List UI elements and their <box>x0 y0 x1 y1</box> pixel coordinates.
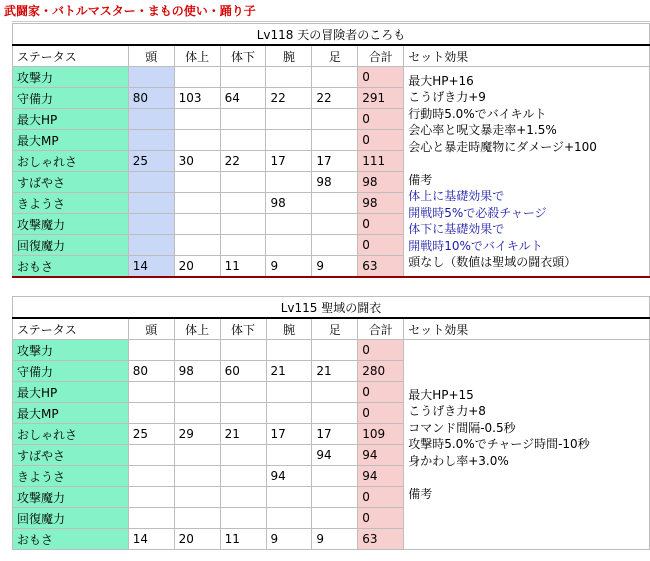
value-cell-body-lower <box>220 172 266 193</box>
value-cell-arm <box>266 403 312 424</box>
stat-name-cell: 回復魔力 <box>13 235 129 256</box>
value-cell-body-upper <box>174 487 220 508</box>
value-cell-head <box>128 403 174 424</box>
value-cell-body-lower: 60 <box>220 361 266 382</box>
value-cell-foot <box>312 214 358 235</box>
value-cell-arm: 21 <box>266 361 312 382</box>
value-cell-body-upper <box>174 340 220 361</box>
effect-line: 攻撃時5.0%でチャージ時間-10秒 <box>408 437 590 452</box>
value-cell-arm <box>266 109 312 130</box>
value-cell-body-lower <box>220 403 266 424</box>
value-cell-foot <box>312 109 358 130</box>
value-cell-arm: 17 <box>266 151 312 172</box>
effect-line: 会心と暴走時魔物にダメージ+100 <box>408 139 597 154</box>
value-cell-body-upper <box>174 403 220 424</box>
value-cell-arm: 9 <box>266 529 312 550</box>
value-cell-arm: 17 <box>266 424 312 445</box>
total-cell: 0 <box>358 382 404 403</box>
value-cell-head: 25 <box>128 151 174 172</box>
total-cell: 0 <box>358 403 404 424</box>
value-cell-foot: 9 <box>312 256 358 278</box>
value-cell-foot <box>312 340 358 361</box>
stat-name-cell: 最大MP <box>13 403 129 424</box>
value-cell-body-lower: 21 <box>220 424 266 445</box>
value-cell-body-upper <box>174 466 220 487</box>
column-header: ステータス <box>13 45 129 67</box>
value-cell-body-lower <box>220 67 266 88</box>
total-cell: 109 <box>358 424 404 445</box>
column-header: 腕 <box>266 45 312 67</box>
set-effect-cell <box>404 67 650 278</box>
value-cell-foot <box>312 487 358 508</box>
effect-line: 身かわし率+3.0% <box>408 453 509 468</box>
effect-line: 会心率と呪文暴走率+1.5% <box>408 123 557 137</box>
stat-name-cell: おしゃれさ <box>13 424 129 445</box>
value-cell-head <box>128 235 174 256</box>
effect-line: こうげき力+9 <box>408 90 486 104</box>
value-cell-body-upper: 20 <box>174 529 220 550</box>
value-cell-body-upper <box>174 382 220 403</box>
column-header: 足 <box>312 318 358 340</box>
stat-name-cell: おしゃれさ <box>13 151 129 172</box>
total-cell: 0 <box>358 487 404 508</box>
stat-name-cell: すばやさ <box>13 172 129 193</box>
value-cell-arm <box>266 130 312 151</box>
value-cell-body-lower: 64 <box>220 88 266 109</box>
stat-name-cell: 攻撃魔力 <box>13 214 129 235</box>
value-cell-body-lower <box>220 508 266 529</box>
value-cell-foot: 94 <box>312 445 358 466</box>
total-cell: 291 <box>358 88 404 109</box>
effect-line: 最大HP+15 <box>408 387 474 402</box>
column-header: セット効果 <box>404 318 650 340</box>
column-header: 足 <box>312 45 358 67</box>
set-title: Lv118 天の冒険者のころも <box>13 24 650 46</box>
value-cell-head <box>128 172 174 193</box>
value-cell-foot <box>312 382 358 403</box>
value-cell-body-lower <box>220 382 266 403</box>
value-cell-foot: 17 <box>312 424 358 445</box>
stat-name-cell: 回復魔力 <box>13 508 129 529</box>
column-header: 頭 <box>128 318 174 340</box>
total-cell: 0 <box>358 109 404 130</box>
value-cell-head <box>128 466 174 487</box>
column-header: 合計 <box>358 45 404 67</box>
value-cell-body-lower <box>220 466 266 487</box>
effect-line: 最大HP+16 <box>408 73 474 88</box>
value-cell-arm <box>266 487 312 508</box>
stat-name-cell: 守備力 <box>13 88 129 109</box>
value-cell-foot: 17 <box>312 151 358 172</box>
total-cell: 0 <box>358 235 404 256</box>
set-effect-cell <box>404 340 650 550</box>
value-cell-arm: 22 <box>266 88 312 109</box>
value-cell-foot <box>312 193 358 214</box>
value-cell-head: 80 <box>128 361 174 382</box>
value-cell-arm <box>266 67 312 88</box>
value-cell-foot: 98 <box>312 172 358 193</box>
table-row <box>13 340 650 361</box>
value-cell-arm <box>266 508 312 529</box>
note-line: 体上に基礎効果で <box>408 189 505 203</box>
value-cell-body-upper <box>174 67 220 88</box>
value-cell-body-upper <box>174 445 220 466</box>
effect-line: 行動時5.0%でバイキルト <box>408 106 547 121</box>
value-cell-head <box>128 130 174 151</box>
value-cell-body-lower: 22 <box>220 151 266 172</box>
value-cell-foot <box>312 67 358 88</box>
total-cell: 0 <box>358 340 404 361</box>
effect-line <box>408 469 645 486</box>
total-cell: 63 <box>358 256 404 278</box>
total-cell: 98 <box>358 193 404 214</box>
value-cell-head <box>128 193 174 214</box>
value-cell-body-upper <box>174 172 220 193</box>
total-cell: 0 <box>358 508 404 529</box>
value-cell-body-lower <box>220 193 266 214</box>
total-cell: 98 <box>358 172 404 193</box>
stat-name-cell: 攻撃力 <box>13 340 129 361</box>
stat-name-cell: 最大MP <box>13 130 129 151</box>
total-cell: 94 <box>358 445 404 466</box>
value-cell-foot <box>312 235 358 256</box>
note-line: 開戦時10%でバイキルト <box>408 238 543 253</box>
column-header: 体上 <box>174 45 220 67</box>
total-cell: 280 <box>358 361 404 382</box>
column-header: 腕 <box>266 318 312 340</box>
value-cell-head: 25 <box>128 424 174 445</box>
column-header: 体上 <box>174 318 220 340</box>
note-line: 開戦時5%で必殺チャージ <box>408 205 547 220</box>
value-cell-head <box>128 109 174 130</box>
value-cell-body-upper <box>174 130 220 151</box>
value-cell-body-upper <box>174 193 220 214</box>
value-cell-body-upper: 30 <box>174 151 220 172</box>
value-cell-body-upper <box>174 214 220 235</box>
effect-line: こうげき力+8 <box>408 404 486 419</box>
value-cell-body-lower: 11 <box>220 256 266 278</box>
total-cell: 63 <box>358 529 404 550</box>
total-cell: 94 <box>358 466 404 487</box>
value-cell-arm <box>266 214 312 235</box>
value-cell-foot: 21 <box>312 361 358 382</box>
value-cell-head <box>128 508 174 529</box>
value-cell-body-lower: 11 <box>220 529 266 550</box>
column-header: 頭 <box>128 45 174 67</box>
value-cell-foot <box>312 508 358 529</box>
value-cell-body-upper: 20 <box>174 256 220 278</box>
value-cell-foot <box>312 403 358 424</box>
value-cell-foot: 9 <box>312 529 358 550</box>
value-cell-arm: 98 <box>266 193 312 214</box>
stat-name-cell: きようさ <box>13 466 129 487</box>
total-cell: 111 <box>358 151 404 172</box>
stat-name-cell: 最大HP <box>13 109 129 130</box>
value-cell-arm <box>266 445 312 466</box>
set-title: Lv115 聖域の闘衣 <box>13 297 650 319</box>
column-header: ステータス <box>13 318 129 340</box>
value-cell-body-lower <box>220 340 266 361</box>
value-cell-body-upper: 29 <box>174 424 220 445</box>
value-cell-arm <box>266 172 312 193</box>
value-cell-body-lower <box>220 445 266 466</box>
value-cell-head <box>128 340 174 361</box>
stat-name-cell: 攻撃力 <box>13 67 129 88</box>
value-cell-arm <box>266 340 312 361</box>
value-cell-head: 14 <box>128 529 174 550</box>
value-cell-arm: 9 <box>266 256 312 278</box>
value-cell-body-lower <box>220 109 266 130</box>
equipment-set-table-1 <box>12 23 650 278</box>
total-cell: 0 <box>358 214 404 235</box>
stat-name-cell: おもさ <box>13 256 129 278</box>
value-cell-body-upper <box>174 235 220 256</box>
value-cell-arm <box>266 382 312 403</box>
value-cell-head <box>128 487 174 508</box>
value-cell-head: 80 <box>128 88 174 109</box>
value-cell-body-upper: 103 <box>174 88 220 109</box>
value-cell-body-lower <box>220 235 266 256</box>
equipment-set-table-2 <box>12 296 650 550</box>
page-title: 武闘家・バトルマスター・まもの使い・踊り子 <box>4 4 256 18</box>
value-cell-head <box>128 67 174 88</box>
effect-line: コマンド間隔-0.5秒 <box>408 420 516 435</box>
stat-name-cell: すばやさ <box>13 445 129 466</box>
value-cell-head <box>128 382 174 403</box>
value-cell-head <box>128 214 174 235</box>
table-row <box>13 67 650 88</box>
total-cell: 0 <box>358 130 404 151</box>
value-cell-body-upper <box>174 508 220 529</box>
value-cell-body-lower <box>220 214 266 235</box>
column-header: セット効果 <box>404 45 650 67</box>
stat-name-cell: おもさ <box>13 529 129 550</box>
stat-name-cell: 守備力 <box>13 361 129 382</box>
stat-name-cell: 攻撃魔力 <box>13 487 129 508</box>
effect-line: 頭なし（数値は聖域の闘衣頭） <box>408 255 577 269</box>
column-header: 体下 <box>220 45 266 67</box>
stat-name-cell: 最大HP <box>13 382 129 403</box>
note-line: 体下に基礎効果で <box>408 222 505 236</box>
value-cell-arm <box>266 235 312 256</box>
effect-line: 備考 <box>408 172 433 187</box>
value-cell-head <box>128 445 174 466</box>
header-divider <box>12 21 650 22</box>
column-header: 合計 <box>358 318 404 340</box>
value-cell-body-upper <box>174 109 220 130</box>
value-cell-body-lower <box>220 130 266 151</box>
total-cell: 0 <box>358 67 404 88</box>
value-cell-foot <box>312 130 358 151</box>
value-cell-head: 14 <box>128 256 174 278</box>
stat-name-cell: きようさ <box>13 193 129 214</box>
value-cell-body-lower <box>220 487 266 508</box>
column-header: 体下 <box>220 318 266 340</box>
effect-line <box>408 155 645 172</box>
value-cell-foot <box>312 466 358 487</box>
value-cell-body-upper: 98 <box>174 361 220 382</box>
value-cell-arm: 94 <box>266 466 312 487</box>
effect-line: 備考 <box>408 486 433 501</box>
value-cell-foot: 22 <box>312 88 358 109</box>
